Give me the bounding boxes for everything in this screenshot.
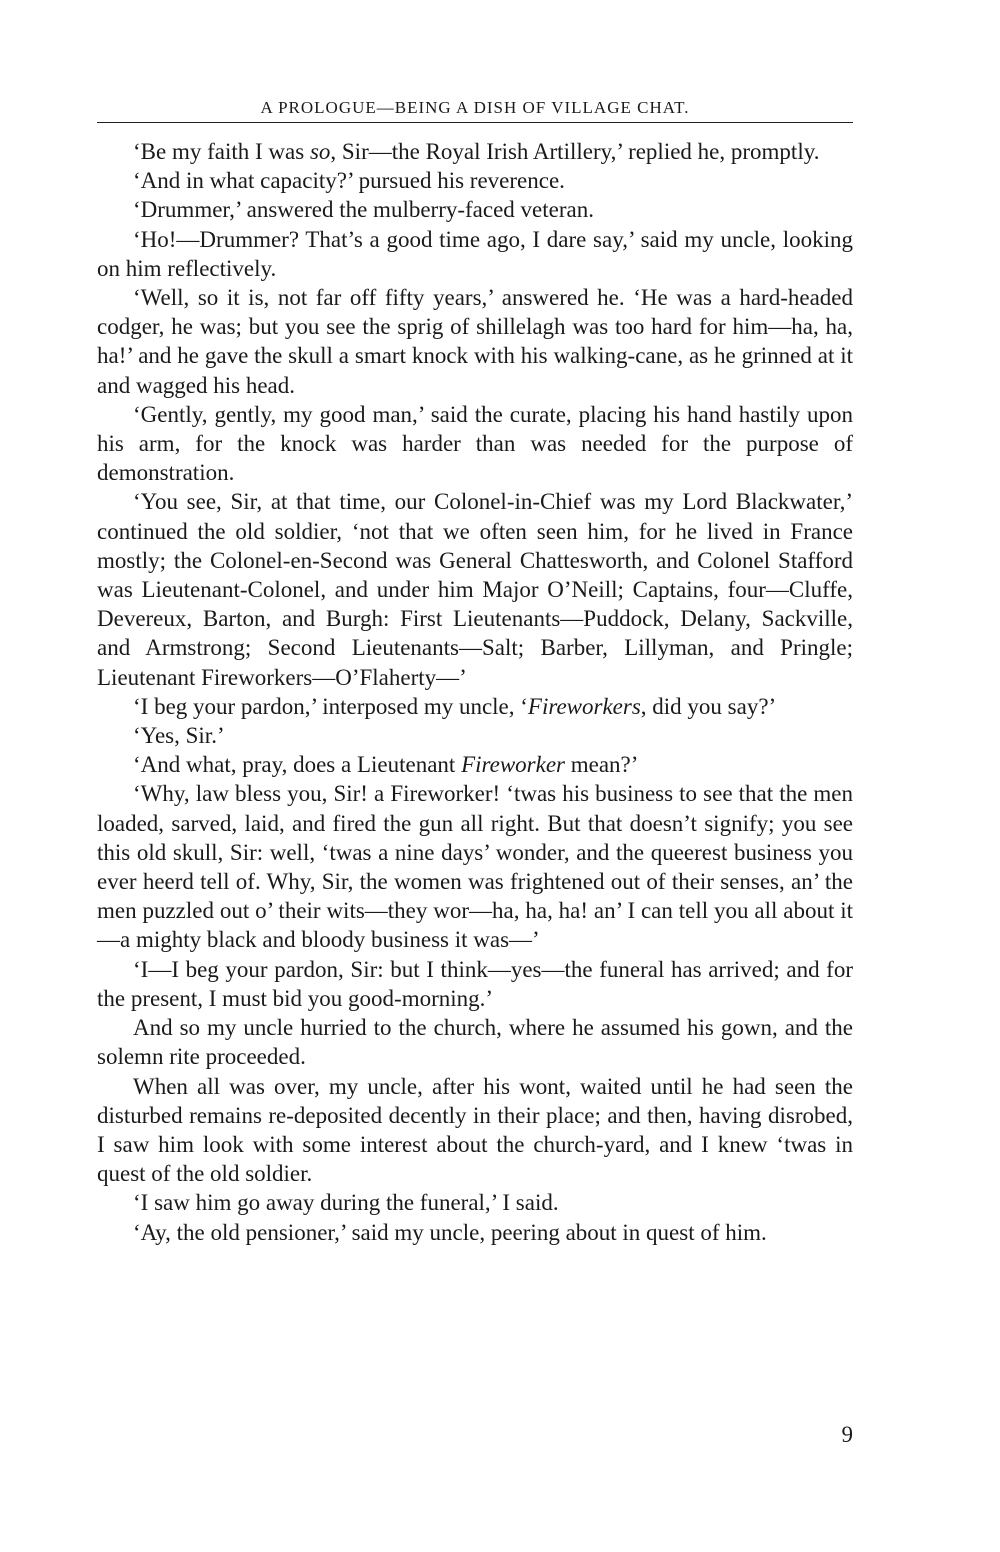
- paragraph: [97, 692, 853, 721]
- paragraph: [97, 955, 853, 1013]
- text-run: ‘Ay, the old pensioner,’ said my uncle, peering about in quest of him.: [133, 1219, 767, 1245]
- text-run: , did you say?’: [640, 693, 777, 719]
- text-run: , Sir—the Royal Irish Artillery,’ replied he, promptly.: [330, 139, 820, 164]
- text-run: ‘And in what capacity?’ pursued his reverence.: [133, 168, 565, 194]
- text-run: ‘Well, so it is, not far off fifty years,’ answered he. ‘He was a hard-headed codger, he was; but you see the sprig of shillelagh was too hard for him—ha, ha, ha!’ and he gave the skull a smart knock with his walking-cane, as he grinned at it and wagged his head.: [97, 285, 853, 398]
- italic-text: so: [309, 139, 331, 164]
- text-run: ‘Ho!—Drummer? That’s a good time ago, I dare say,’ said my uncle, looking on him reflectively.: [97, 226, 853, 281]
- text-run: ‘Yes, Sir.’: [133, 723, 225, 749]
- running-header: A PROLOGUE—BEING A DISH OF VILLAGE CHAT.: [97, 98, 853, 123]
- text-run: ‘Why, law bless you, Sir! a Fireworker! ‘twas his business to see that the men loaded, sarved, laid, and fired the gun all right. But that doesn’t signify; you see this old skull, Sir: well, ‘twas a nine days’ wonder, and the queerest business you ever heerd tell of. Why, Sir, the women was frightened out of their senses, an’ the men puzzled out o’ their wits—they wor—ha, ha, ha! an’ I can tell you all about it—a mighty black and bloody business it was—’: [97, 781, 853, 953]
- paragraph: [97, 137, 853, 166]
- paragraph: [97, 1013, 853, 1071]
- body-text: [97, 137, 853, 1247]
- paragraph: [97, 1188, 853, 1217]
- text-run: ‘You see, Sir, at that time, our Colonel-in-Chief was my Lord Blackwater,’ continued the old soldier, ‘not that we often seen him, for he lived in France mostly; the Colonel-en-Second was General Chattesworth, and Colonel Stafford was Lieutenant-Colonel, and under him Major O’Neill; Captains, four—Cluffe, Devereux, Barton, and Burgh: First Lieutenants—Puddock, Delany, Sackville, and Armstrong; Second Lieutenants—Salt; Barber, Lillyman, and Pringle; Lieutenant Fireworkers—O’Flaherty—’: [97, 489, 853, 690]
- text-run: ‘I beg your pardon,’ interposed my uncle, ‘: [133, 693, 528, 719]
- text-run: mean?’: [564, 752, 639, 778]
- paragraph: [97, 195, 853, 224]
- paragraph: [97, 750, 853, 779]
- text-run: And so my uncle hurried to the church, where he assumed his gown, and the solemn rite proceeded.: [97, 1015, 853, 1070]
- text-run: ‘I saw him go away during the funeral,’ I said.: [133, 1190, 559, 1216]
- paragraph: [97, 721, 853, 750]
- page-number: 9: [841, 1422, 853, 1447]
- paragraph: [97, 225, 853, 283]
- paragraph: [97, 1072, 853, 1189]
- text-run: ‘And what, pray, does a Lieutenant: [133, 752, 462, 778]
- paragraph: [97, 779, 853, 954]
- text-run: ‘Gently, gently, my good man,’ said the curate, placing his hand hastily upon his arm, for the knock was harder than was needed for the purpose of demonstration.: [97, 401, 853, 486]
- italic-text: Fireworker: [461, 752, 565, 778]
- paragraph: [97, 487, 853, 691]
- paragraph: [97, 400, 853, 488]
- book-page: [97, 98, 853, 1247]
- paragraph: [97, 166, 853, 195]
- text-run: When all was over, my uncle, after his wont, waited until he had seen the disturbed remains re-deposited decently in their place; and then, having disrobed, I saw him look with some interest about the church-yard, and I knew ‘twas in quest of the old soldier.: [97, 1073, 853, 1187]
- text-run: ‘Drummer,’ answered the mulberry-faced veteran.: [133, 197, 594, 223]
- italic-text: Fireworkers: [527, 693, 641, 719]
- text-run: ‘Be my faith I was: [133, 139, 310, 164]
- paragraph: [97, 1218, 853, 1247]
- paragraph: [97, 283, 853, 400]
- text-run: ‘I—I beg your pardon, Sir: but I think—yes—the funeral has arrived; and for the present, I must bid you good-morning.’: [97, 956, 853, 1011]
